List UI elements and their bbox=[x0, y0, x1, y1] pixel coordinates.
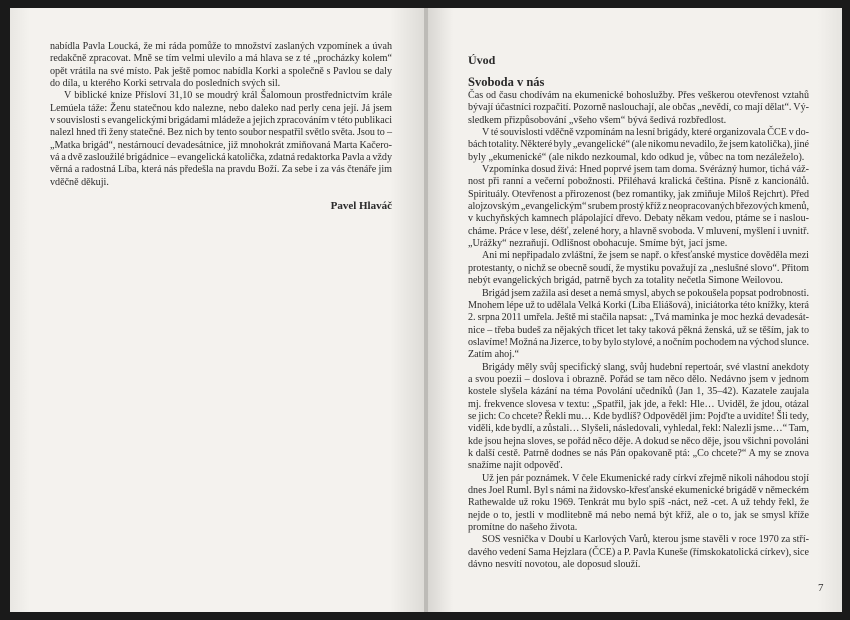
right-page-body bbox=[468, 90, 809, 571]
text-line: viděli, kde bydlí, a zůstali… Slyšeli, následovali, vyhledal, řekl: Nalezli jsme…“ Tam, bbox=[468, 423, 809, 435]
text-line: V biblické knize Přísloví 31,10 se moudrý král Šalomoun prostřednictvím krále bbox=[64, 90, 392, 102]
text-line: k další cestě. Patrně dodnes se nás Pán opakovaně ptá: „Co chcete?“ A my se znova bbox=[468, 447, 809, 459]
text-line: oslavíme! Možná na Jizerce, to by bylo stylové, a nočním pochodem na východ slunce. bbox=[468, 336, 809, 348]
text-line: nebýt evangelických brigád, patrně bych za totality nečetla Simone Weilovou. bbox=[468, 275, 783, 287]
text-line: Lemúela táže: Ženu statečnou kdo nalezne, nebo daleko nad perly cena její. Já jsem bbox=[50, 102, 392, 114]
text-line: kde jsou hejna sloves, se pořád něco děje. A dokud se něco děje, jsou všichni povoláni bbox=[468, 435, 809, 447]
text-line: mj. frekvence slovesa v textu: „Spatřil, jak jde, a řekl: Hle… Uviděl, že jdou, otázal bbox=[468, 398, 809, 410]
text-line: v souvislosti s evangelickými brigádami mládeže a jejich zpracováním v této publikaci bbox=[50, 115, 392, 127]
text-line: a svou poezii – doslova i obrazně. Pořád se tam něco dělo. Nedávno jsem v jednom bbox=[468, 373, 809, 385]
text-line: se jich: Co chcete? Řekli mu… Kde bydlíš? Odpověděl jim: Pojďte a uvidíte! Šli tedy, bbox=[468, 410, 809, 422]
text-line: nalezl hned tři ženy statečné. Bez nich by tento soubor nespatřil světlo světa. Jsou to – bbox=[50, 127, 392, 139]
text-line: „Matka brigád“, nestárnoucí devadesátnice, již mnohokrát zmiňovaná Marta Kačero- bbox=[50, 139, 392, 151]
paragraph bbox=[468, 534, 809, 571]
text-line: dnes Joel Ruml. Byl s námi na židovsko-křesťanské ekumenické brigádě v německém bbox=[468, 485, 809, 496]
text-line: snažíme najít odpověď. bbox=[468, 460, 563, 472]
text-line: davého vedení Sama Hejzlara (ČCE) a P. Pavla Kuneše (římskokatolická církev), sice bbox=[468, 546, 809, 558]
right-page bbox=[428, 8, 842, 612]
text-line: nice – třeba budeš za nějakých třicet let taky taková pěkná ženská, už se těším, jak to bbox=[468, 324, 809, 336]
page-number: 7 bbox=[818, 582, 824, 594]
paragraph bbox=[468, 127, 809, 164]
text-line: Brigády měly svůj specifický slang, svůj hudební repertoár, své vlastní anekdoty bbox=[482, 361, 809, 373]
text-line: do díla, u kterého Korki setrvala do posledních svých sil. bbox=[50, 78, 281, 90]
paragraph bbox=[468, 362, 809, 473]
left-page-body bbox=[50, 41, 392, 189]
intro-heading: Úvod bbox=[468, 53, 496, 67]
text-line: bách totality. Některé byly „evangelické“ (ale nikomu nevadilo, že jsem katolička), jiné bbox=[468, 139, 809, 151]
text-line: vděčně děkuji. bbox=[50, 176, 109, 188]
paragraph bbox=[468, 250, 809, 287]
text-line: SOS vesnička v Doubí u Karlových Varů, kterou jsme stavěli v roce 1970 za stří- bbox=[482, 534, 809, 546]
text-line: promítne do našeho života. bbox=[468, 522, 578, 534]
text-line: sledkem přizpůsobování „všeho všem“ bývá šedivá rozbředlost. bbox=[468, 114, 727, 126]
text-line: nabídla Pavla Loucká, že mi ráda pomůže to množství zaslaných vzpomínek a úvah bbox=[50, 41, 392, 52]
text-line: bývají účastníci rozpačití. Pozorně naslouchají, ale občas „nevědí, co mají dělat“. Vý- bbox=[468, 102, 809, 114]
paragraph bbox=[468, 164, 809, 250]
section-heading: Svoboda v nás bbox=[468, 75, 545, 89]
text-line: kostele slyšela kázání na téma Povolání učedníků (Jan 1, 35–42). Kazatele zaujala bbox=[468, 386, 809, 398]
paragraph bbox=[50, 90, 392, 189]
text-line: Brigád jsem zažila asi deset a nemá smysl, abych se pokoušela popsat podrobnosti. bbox=[482, 287, 809, 299]
left-page bbox=[10, 8, 426, 612]
text-line: „Urážky“ nezraňují. Odlišnost obohacuje. Smíme být, jací jsme. bbox=[468, 238, 728, 250]
text-line: Čas od času chodívám na ekumenické bohoslužby. Přes veškerou otevřenost vztahů bbox=[468, 90, 809, 101]
signature: Pavel Hlaváč bbox=[330, 200, 392, 212]
text-line: Rathewalde už roku 1969. Tenkrát mu bylo spíš -náct, než -cet. A už tehdy řekl, že bbox=[468, 497, 809, 509]
text-line: dávno nesvítí novotou, ale doposud slouží. bbox=[468, 559, 641, 571]
text-line: v kuchyňských kamnech plápolající dřevo. Debaty někam vedou, ptáme se i naslou- bbox=[468, 213, 809, 225]
text-line: nejde o to, jestli v modlitebně má nebo nemá být kříž, ale o to, jak se smysl kříže bbox=[468, 509, 809, 521]
text-line: věrná a radostná Líba, která nás předešla na pravdu Boží. Za sebe i za vás čtenáře jim bbox=[50, 164, 392, 176]
text-line: Ani mi nepřipadalo zvláštní, že jsem se např. o křesťanské mystice dověděla mezi bbox=[482, 250, 809, 262]
paragraph bbox=[468, 90, 809, 127]
text-line: nost při ranní a večerní pobožnosti. Přiléhavá kralická čeština. Písně z kancionálů. bbox=[468, 176, 809, 188]
text-line: protestanty, o nichž se obecně soudí, že mystiku považují za „neslušné slovo“. Přitom bbox=[468, 262, 809, 274]
text-line: Zatím ahoj.“ bbox=[468, 349, 520, 361]
paragraph bbox=[50, 41, 392, 90]
text-line: Mnohem lépe už to udělala Velká Korki (Líba Eliášová), iniciátorka této knížky, která bbox=[468, 299, 809, 311]
text-line: Vzpomínka dosud živá: Hned poprvé jsem tam doma. Svérázný humor, tichá váž- bbox=[482, 164, 809, 176]
text-line: Už jen pár poznámek. V čele Ekumenické rady církví zřejmě nikoli náhodou stojí bbox=[482, 472, 809, 484]
text-line: vá a dvě zasloužilé brigádnice – evangelická katolička, zdatná redaktorka Pavla a vždy bbox=[50, 152, 392, 164]
text-line: V té souvislosti vděčně vzpomínám na lesní brigády, které organizovala ČCE v do- bbox=[482, 127, 809, 139]
text-line: alojzovským „evangelickým“ srubem prostý kříž z neopracovaných březových kmenů, bbox=[468, 201, 809, 213]
text-line: opět vrátila na své místo. Pak ještě pomoc nabídla Korki a společně s Pavlou se daly bbox=[50, 65, 392, 77]
text-line: Spirituály. Otevřenost a přirozenost (bez romantiky, jak zmiňuje Miloš Rejchrt). Před bbox=[468, 188, 809, 200]
text-line: 2. srpna 2011 umřela. Ještě mi stačila napsat: „Tvá maminka je moc hezká devadesát- bbox=[468, 312, 809, 324]
text-line: byly „ekumenické“ (ale nikdo nezkoumal, kdo odkud je, vůbec na tom nezáleželo). bbox=[468, 151, 805, 163]
paragraph bbox=[468, 473, 809, 535]
paragraph bbox=[468, 288, 809, 362]
text-line: cháme. Práce v lese, déšť, zelené hory, a hlavně svoboda. V mluvení, myšlení i uvnitř. bbox=[468, 225, 809, 237]
text-line: redakčně zpracovat. Mně se tím velmi ulevilo a má hlava se z té „procházky kolem“ bbox=[50, 53, 392, 65]
